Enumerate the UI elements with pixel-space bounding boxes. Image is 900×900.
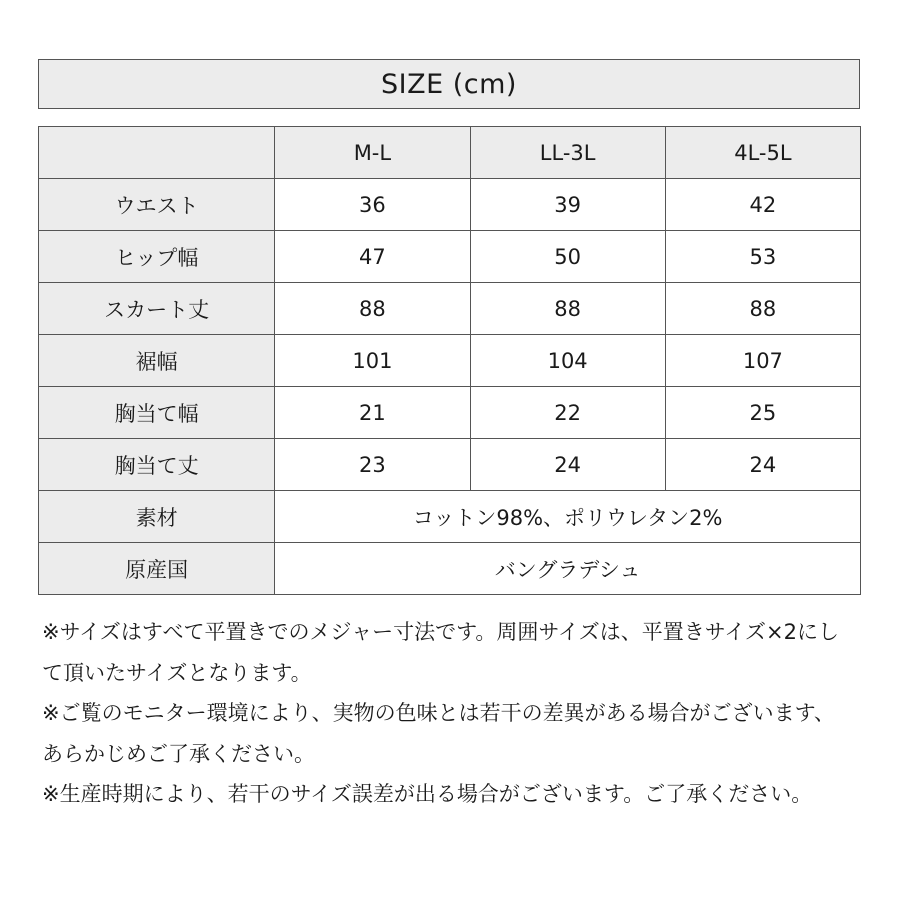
cell-value: 21 [275,387,470,439]
cell-value: 47 [275,231,470,283]
cell-value: 101 [275,335,470,387]
table-row-hem-width [39,335,861,387]
header-blank [39,127,275,179]
cell-value: 107 [665,335,860,387]
cell-value: 36 [275,179,470,231]
cell-value: 24 [470,439,665,491]
cell-value: 24 [665,439,860,491]
cell-value: 88 [470,283,665,335]
cell-value: 104 [470,335,665,387]
note-color: ※ご覧のモニター環境により、実物の色味とは若干の差異がある場合がございます、あらかじめご了承ください。 [42,701,835,766]
note-production: ※生産時期により、若干のサイズ誤差が出る場合がございます。ご了承ください。 [42,782,813,806]
size-title: SIZE (cm) [38,59,860,109]
cell-value: 88 [665,283,860,335]
cell-value: 22 [470,387,665,439]
cell-value: 53 [665,231,860,283]
cell-value: 88 [275,283,470,335]
header-size-4l-5l: 4L-5L [665,127,860,179]
table-row-hip-width [39,231,861,283]
row-label: 胸当て幅 [39,387,275,439]
table-row-waist [39,179,861,231]
row-label: ヒップ幅 [39,231,275,283]
cell-value: 25 [665,387,860,439]
table-row-material [39,491,861,543]
cell-value: 42 [665,179,860,231]
header-size-ll-3l: LL-3L [470,127,665,179]
note-measurement: ※サイズはすべて平置きでのメジャー寸法です。周囲サイズは、平置きサイズ×2にして頂いたサイズとなります。 [42,620,839,685]
material-value: コットン98%、ポリウレタン2% [275,491,861,543]
table-row-skirt-length [39,283,861,335]
cell-value: 39 [470,179,665,231]
header-size-m-l: M-L [275,127,470,179]
table-row-origin [39,543,861,595]
table-header-row [39,127,861,179]
material-label: 素材 [39,491,275,543]
cell-value: 50 [470,231,665,283]
notes [42,612,854,815]
row-label: 裾幅 [39,335,275,387]
size-table [38,126,861,595]
table-row-bib-length [39,439,861,491]
row-label: ウエスト [39,179,275,231]
cell-value: 23 [275,439,470,491]
origin-value: バングラデシュ [275,543,861,595]
table-row-bib-width [39,387,861,439]
origin-label: 原産国 [39,543,275,595]
row-label: スカート丈 [39,283,275,335]
row-label: 胸当て丈 [39,439,275,491]
